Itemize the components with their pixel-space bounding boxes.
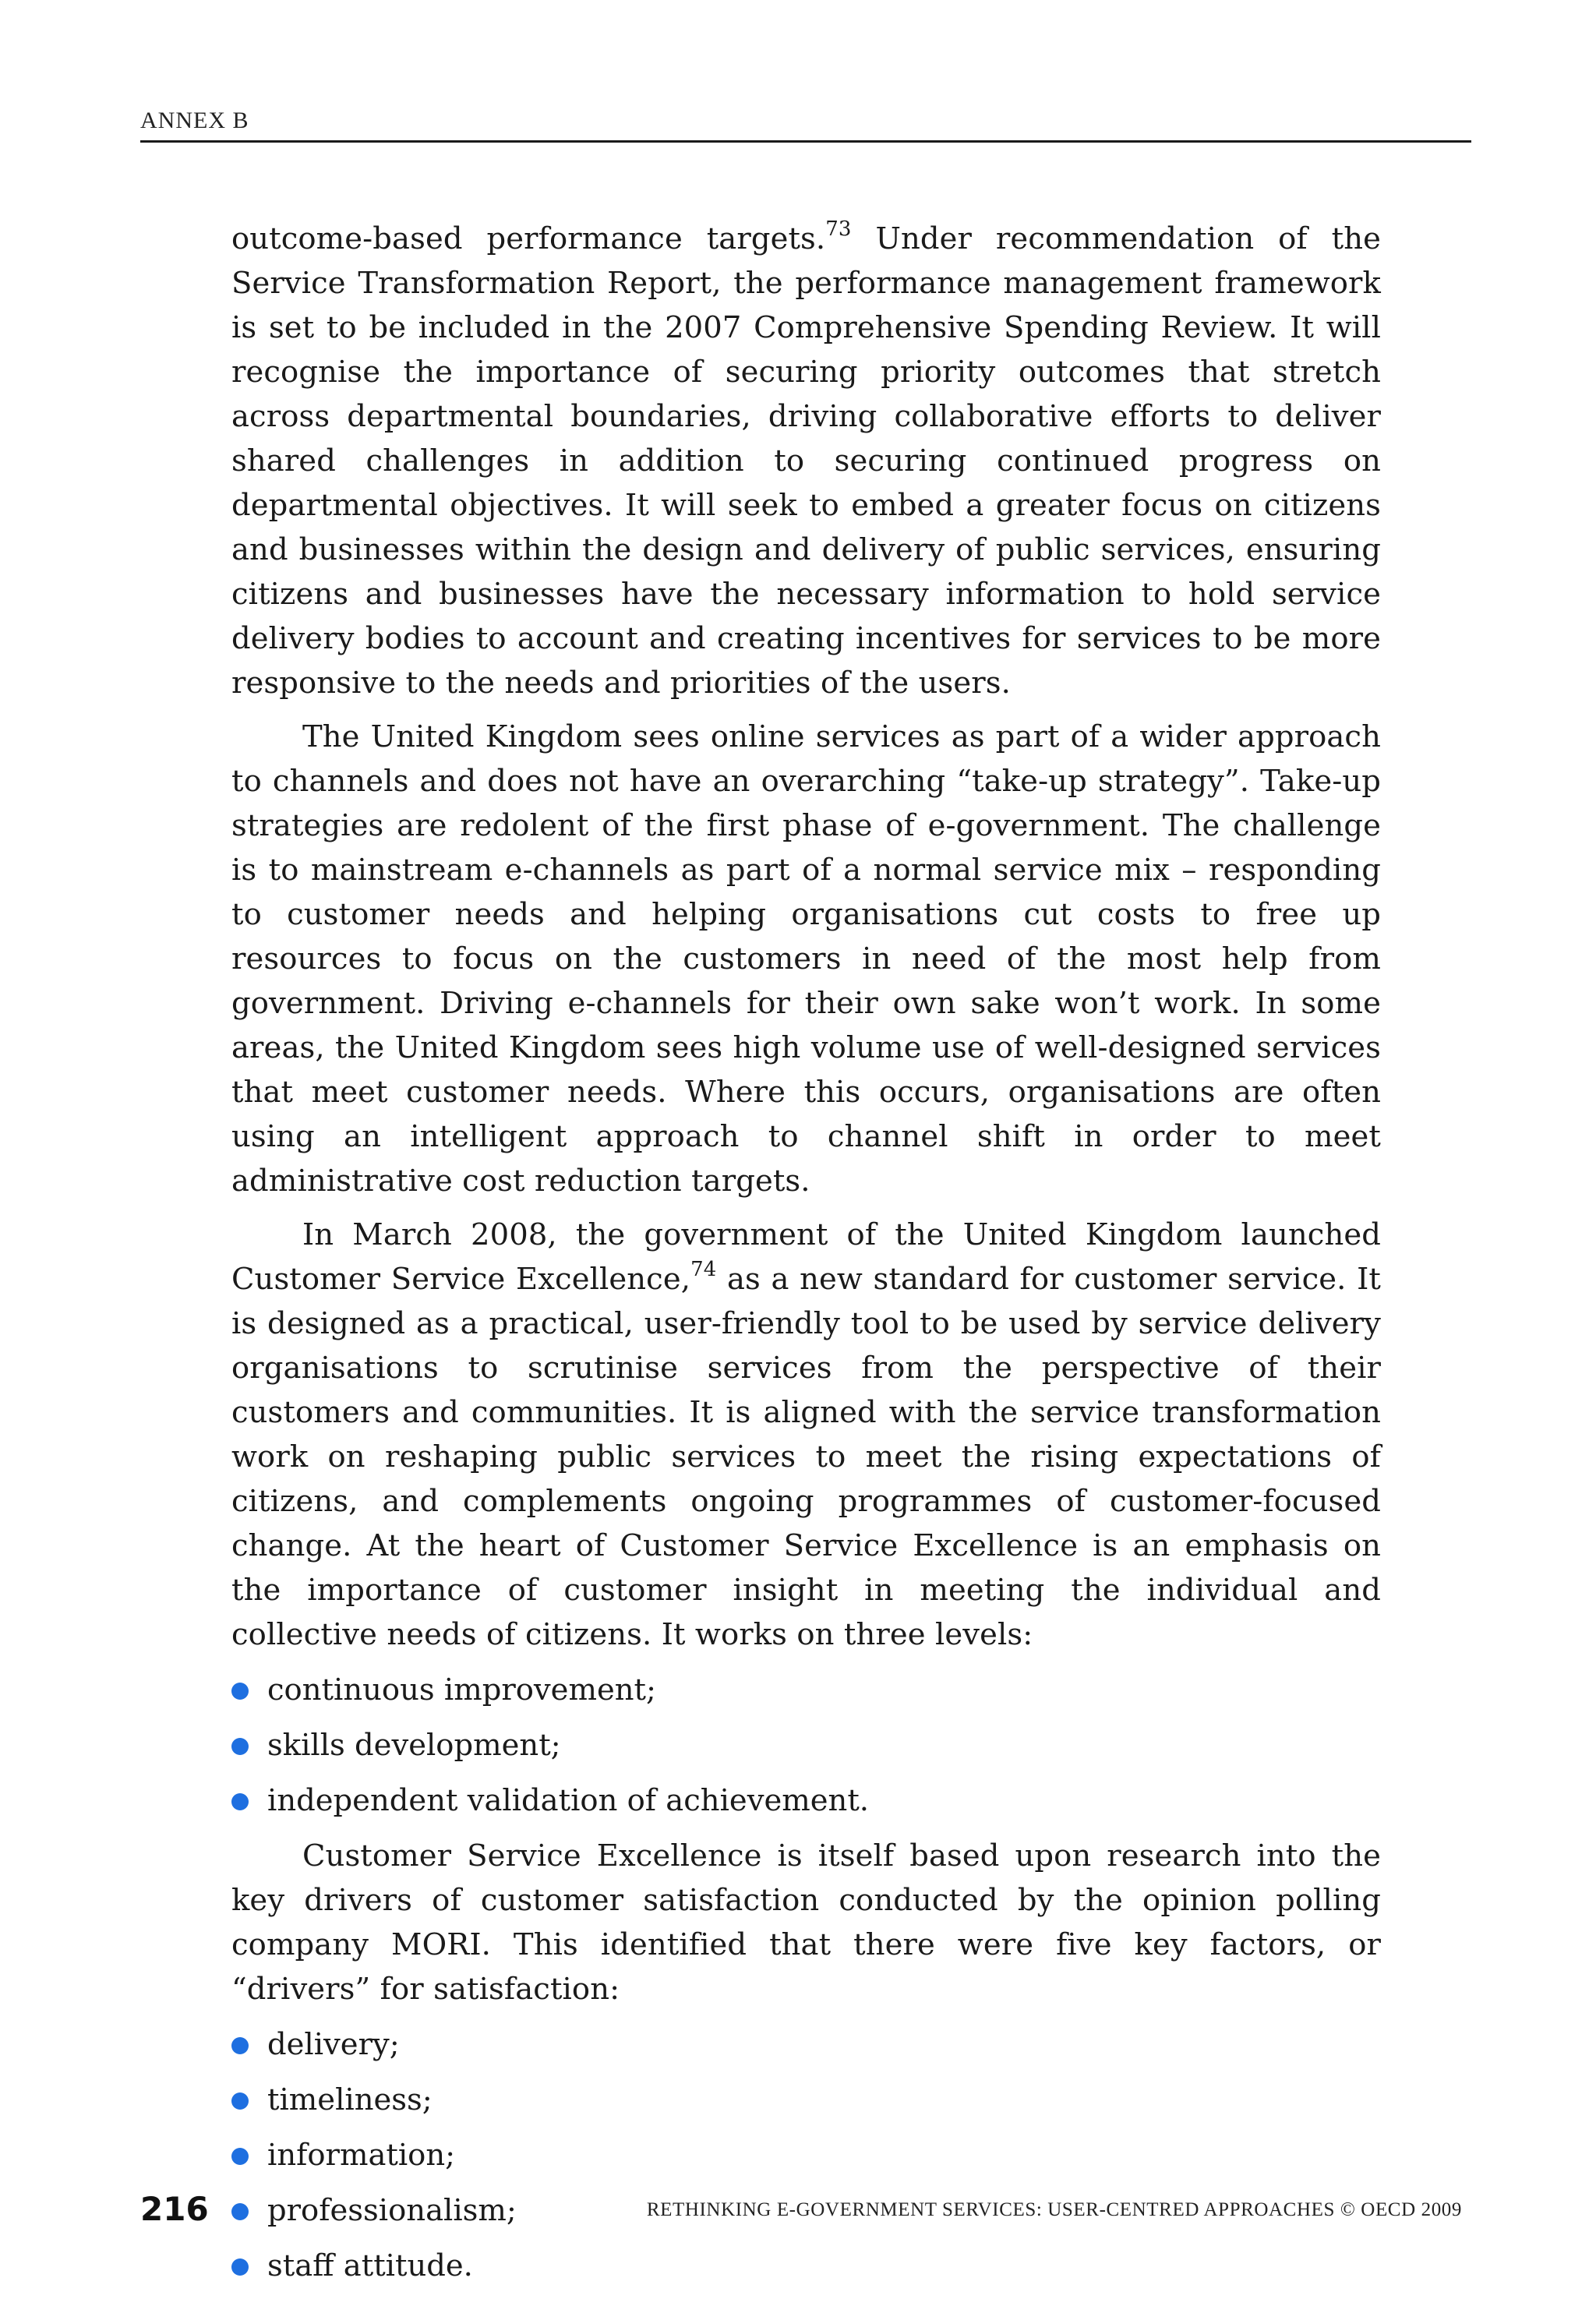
section-label: ANNEX B [140,108,249,133]
list-item-text: timeliness; [267,2082,433,2117]
list-item-text: independent validation of achievement. [267,1783,870,1818]
paragraph-text: In March 2008, the government of the United Kingdom launched Customer Service Excellence, [231,1217,1381,1297]
bullet-icon [231,1793,249,1810]
list-item-text: continuous improvement; [267,1672,656,1707]
paragraph-customer-service-excellence [231,1213,1381,1657]
paragraph-text: outcome-based performance targets. [231,221,826,256]
list-item [231,1668,1381,1712]
paragraph-text: Under recommendation of the Service Transformation Report, the performance management framework is set to be included in the 2007 Comprehensive Spending Review. It will recognise the importance of securing priority outcomes that stretch across departmental boundaries, driving collaborative efforts to deliver shared challenges in addition to securing continued progress on departmental objectives. It will seek to embed a greater focus on citizens and businesses within the design and delivery of public services, ensuring citizens and businesses have the necessary information to hold service delivery bodies to account and creating incentives for services to be more responsive to the needs and priorities of the users. [231,221,1381,701]
bullet-icon [231,2037,249,2054]
running-header [140,108,1471,143]
list-item [231,1778,1381,1823]
main-content [231,217,1381,2299]
list-item-text: staff attitude. [267,2248,473,2283]
paragraph-performance-targets [231,217,1381,705]
footnote-ref-74[interactable]: 74 [690,1258,717,1281]
list-item [231,2022,1381,2067]
bullet-icon [231,1683,249,1700]
page-number: 216 [140,2190,209,2228]
bullet-icon [231,2203,249,2220]
list-item [231,1723,1381,1768]
list-item [231,2078,1381,2122]
list-item-text: information; [267,2138,456,2173]
list-item [231,2133,1381,2177]
publication-title: RETHINKING E-GOVERNMENT SERVICES: USER-CENTRED APPROACHES © OECD 2009 [646,2199,1462,2220]
bullet-icon [231,2258,249,2276]
list-item-text: delivery; [267,2027,400,2062]
bullet-icon [231,2148,249,2165]
list-item [231,2244,1381,2288]
list-item-text: professionalism; [267,2193,517,2228]
bullet-icon [231,1738,249,1755]
list-item-text: skills development; [267,1728,561,1763]
drivers-list [231,2022,1381,2288]
levels-list [231,1668,1381,1823]
paragraph-text: as a new standard for customer service. It is designed as a practical, user-friendly tool to be used by service delivery organisations to scrutinise services from the perspective of their customers and communities. It is aligned with the service transformation work on reshaping public services to meet the rising expectations of citizens, and complements ongoing programmes of customer-focused change. At the heart of Customer Service Excellence is an emphasis on the importance of customer insight in meeting the individual and collective needs of citizens. It works on three levels: [231,1262,1381,1652]
bullet-icon [231,2092,249,2110]
footnote-ref-73[interactable]: 73 [825,217,852,241]
paragraph-mori-research: Customer Service Excellence is itself based upon research into the key drivers of customer satisfaction conducted by the opinion polling company MORI. This identified that there were five key factors, or “drivers” for satisfaction: [231,1838,1381,2007]
paragraph-online-services: The United Kingdom sees online services as part of a wider approach to channels and does not have an overarching “take-up strategy”. Take-up strategies are redolent of the first phase of e-government. The challenge is to mainstream e-channels as part of a normal service mix – responding to customer needs and helping organisations cut costs to free up resources to focus on the customers in need of the most help from government. Driving e-channels for their own sake won’t work. In some areas, the United Kingdom sees high volume use of well-designed services that meet customer needs. Where this occurs, organisations are often using an intelligent approach to channel shift in order to meet administrative cost reduction targets. [231,719,1381,1199]
